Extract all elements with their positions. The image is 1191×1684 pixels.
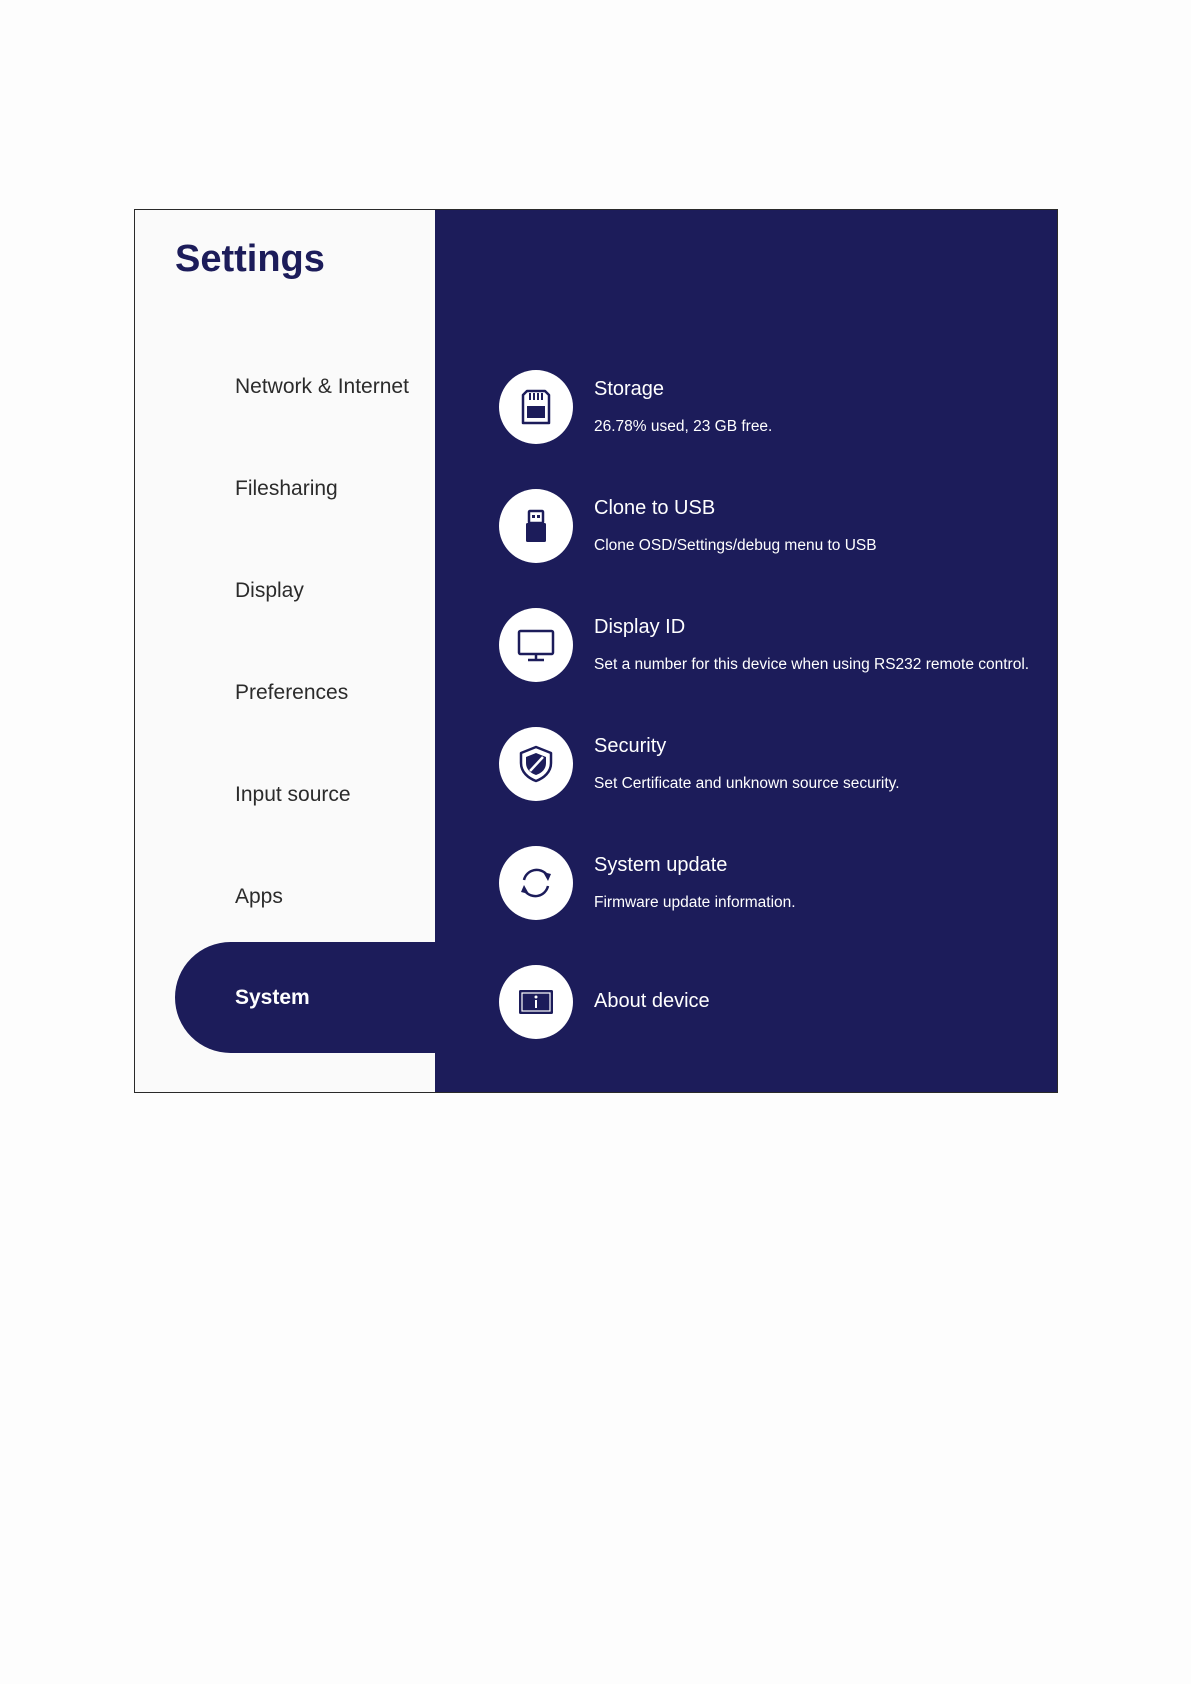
about-device-item[interactable] [499, 965, 1049, 1039]
clone-to-usb-subtitle: Clone OSD/Settings/debug menu to USB [594, 537, 877, 554]
sync-icon [499, 846, 573, 920]
display-id-subtitle: Set a number for this device when using RS232 remote control. [594, 656, 1030, 673]
sidebar-item-apps[interactable]: Apps [235, 885, 283, 908]
security-item[interactable] [499, 727, 1049, 801]
storage-subtitle: 26.78% used, 23 GB free. [594, 418, 773, 435]
sidebar-item-preferences[interactable]: Preferences [235, 681, 349, 704]
monitor-icon [499, 608, 573, 682]
storage-title: Storage [594, 378, 665, 400]
sidebar-background-bottom [135, 1053, 435, 1093]
security-subtitle: Set Certificate and unknown source security. [594, 775, 900, 792]
system-update-title: System update [594, 854, 728, 876]
storage-item[interactable] [499, 370, 1049, 444]
sidebar-item-system[interactable]: System [235, 986, 310, 1009]
sidebar-item-network-internet[interactable]: Network & Internet [235, 375, 409, 398]
security-title: Security [594, 735, 667, 757]
info-icon [499, 965, 573, 1039]
display-id-item[interactable] [499, 608, 1049, 682]
sidebar-item-filesharing[interactable]: Filesharing [235, 477, 338, 500]
display-id-title: Display ID [594, 616, 686, 638]
sidebar-item-display[interactable]: Display [235, 579, 304, 602]
about-device-title: About device [594, 990, 710, 1012]
sidebar-background [135, 210, 435, 942]
clone-to-usb-item[interactable] [499, 489, 1049, 563]
system-update-subtitle: Firmware update information. [594, 894, 796, 911]
sidebar-item-input-source[interactable]: Input source [235, 783, 351, 806]
sidebar [135, 210, 435, 1092]
page-title: Settings [175, 238, 325, 280]
settings-window [134, 209, 1058, 1093]
usb-icon [499, 489, 573, 563]
selected-item-highlight [175, 942, 475, 1053]
clone-to-usb-title: Clone to USB [594, 497, 716, 519]
system-update-item[interactable] [499, 846, 1049, 920]
sd-card-icon [499, 370, 573, 444]
shield-icon [499, 727, 573, 801]
sidebar-background-edge [135, 910, 175, 1090]
